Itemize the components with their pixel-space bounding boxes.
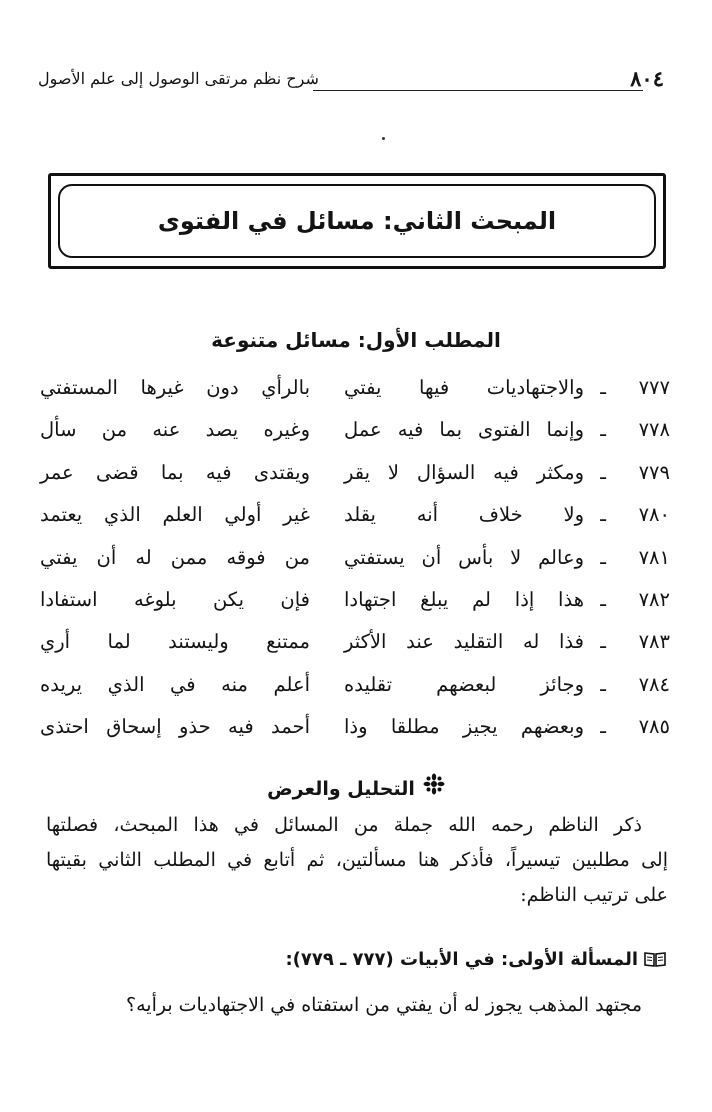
verse-second-hemistich: بالرأي دون غيرها المستفتي <box>40 376 310 399</box>
verse-row <box>40 584 670 626</box>
verse-row <box>40 372 670 414</box>
verse-dash: ـ <box>600 376 606 399</box>
verse-first-hemistich: وبعضهم يجيز مطلقا وذا <box>344 715 584 739</box>
verse-dash: ـ <box>600 672 606 696</box>
verse-dash: ـ <box>600 503 606 527</box>
verse-number: ٧٨١ <box>638 545 670 569</box>
verse-row <box>40 542 670 584</box>
print-speck <box>382 137 385 140</box>
issue-question: مجتهد المذهب يجوز له أن يفتي من استفتاه في الاجتهاديات برأيه؟ <box>126 994 642 1016</box>
verse-number: ٧٨٢ <box>638 587 670 611</box>
verse-first-hemistich: وعالم لا بأس أن يستفتي <box>344 545 584 569</box>
verse-first-hemistich: وإنما الفتوى بما فيه عمل <box>344 418 584 442</box>
paragraph-line: ذكر الناظم رحمه الله جملة من المسائل في هذا المبحث، فصلتها <box>46 814 642 836</box>
verse-row <box>40 711 670 753</box>
paragraph-line: إلى مطلبين تيسيراً، فأذكر هنا مسألتين، ثم أتابع في المطلب الثاني بقيتها <box>46 849 668 871</box>
verse-row <box>40 626 670 668</box>
verse-row <box>40 457 670 499</box>
header-rule <box>313 90 643 91</box>
analysis-paragraph <box>46 808 668 913</box>
verse-number: ٧٨٠ <box>638 503 670 527</box>
page-number: ٨٠٤ <box>630 66 664 91</box>
floral-ornament-icon <box>423 773 445 800</box>
verse-second-hemistich: وغيره يصد عنه من سأل <box>40 418 310 442</box>
verse-second-hemistich: فإن يكن بلوغه استفادا <box>40 587 310 611</box>
verse-row <box>40 669 670 711</box>
verse-number: ٧٧٩ <box>638 460 670 484</box>
verse-second-hemistich: من فوقه ممن له أن يفتي <box>40 545 310 569</box>
verse-number: ٧٨٤ <box>638 672 670 696</box>
verse-number: ٧٨٣ <box>638 630 670 654</box>
verse-dash: ـ <box>600 545 606 569</box>
verse-first-hemistich: ولا خلاف أنه يقلد <box>344 503 584 527</box>
verse-first-hemistich: هذا إذا لم يبلغ اجتهادا <box>344 587 584 611</box>
verse-second-hemistich: ممتنع وليستند لما أري <box>40 630 310 654</box>
verse-dash: ـ <box>600 715 606 739</box>
verse-first-hemistich: ومكثر فيه السؤال لا يقر <box>344 460 584 484</box>
verse-number: ٧٧٧ <box>638 376 670 399</box>
open-book-icon <box>644 951 666 967</box>
analysis-heading <box>0 773 712 800</box>
issue-heading <box>285 949 666 970</box>
verse-second-hemistich: أعلم منه في الذي يريده <box>40 672 310 696</box>
verse-second-hemistich: ويقتدى فيه بما قضى عمر <box>40 460 310 484</box>
verse-dash: ـ <box>600 460 606 484</box>
verse-first-hemistich: والاجتهاديات فيها يفتي <box>344 376 584 399</box>
verse-second-hemistich: أحمد فيه حذو إسحاق احتذى <box>40 715 310 739</box>
verse-row <box>40 499 670 541</box>
issue-heading-text: المسألة الأولى: في الأبيات (٧٧٧ ـ ٧٧٩): <box>285 949 638 970</box>
verse-dash: ـ <box>600 630 606 654</box>
verse-dash: ـ <box>600 587 606 611</box>
analysis-heading-text: التحليل والعرض <box>267 778 415 800</box>
verse-first-hemistich: وجائز لبعضهم تقليده <box>344 672 584 696</box>
section-title: المطلب الأول: مسائل متنوعة <box>211 328 501 352</box>
running-title: شرح نظم مرتقى الوصول إلى علم الأصول <box>38 69 319 88</box>
verse-number: ٧٧٨ <box>638 418 670 442</box>
paragraph-line: على ترتيب الناظم: <box>520 884 668 906</box>
verse-dash: ـ <box>600 418 606 442</box>
verse-second-hemistich: غير أولي العلم الذي يعتمد <box>40 503 310 527</box>
verse-first-hemistich: فذا له التقليد عند الأكثر <box>344 630 584 654</box>
chapter-frame-inner <box>58 184 656 258</box>
page-header <box>38 64 664 100</box>
verse-list <box>40 372 670 754</box>
verse-number: ٧٨٥ <box>638 715 670 739</box>
verse-row <box>40 414 670 456</box>
chapter-title: المبحث الثاني: مسائل في الفتوى <box>157 207 557 235</box>
